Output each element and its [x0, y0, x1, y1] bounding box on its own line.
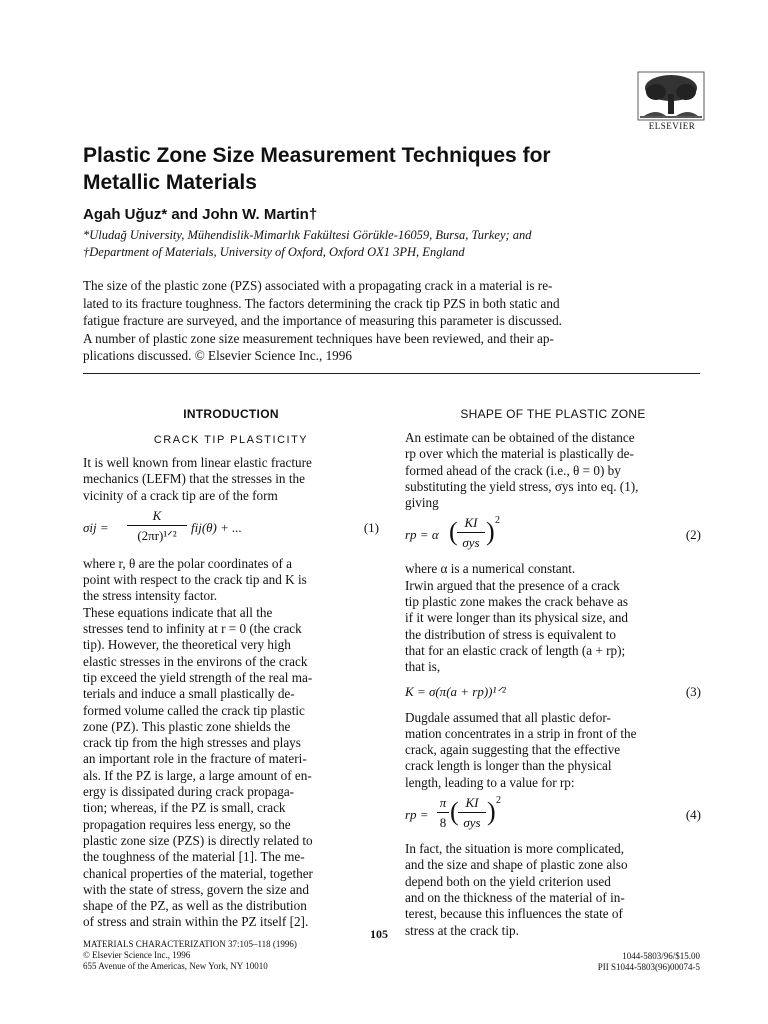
footer-line: MATERIALS CHARACTERIZATION 37:105–118 (1996)	[83, 939, 297, 949]
text-line: chanical properties of the material, together	[83, 865, 313, 881]
text-line: the distribution of stress is equivalent to	[405, 626, 616, 642]
text-line: als. If the PZ is large, a large amount of en-	[83, 767, 312, 783]
abstract	[83, 277, 699, 365]
text-line: tip). However, the theoretical very high	[83, 637, 291, 653]
eq2-number: (2)	[685, 527, 701, 543]
equation-3	[405, 680, 701, 704]
footer-line: 655 Avenue of the Americas, New York, NY 10010	[83, 961, 268, 971]
eq4-denominator: σys	[463, 815, 481, 831]
text-line: formed ahead of the crack (i.e., θ = 0) by	[405, 462, 621, 478]
shape-paragraph-2	[405, 561, 701, 675]
text-line: and the size and shape of plastic zone also	[405, 857, 628, 873]
text-line: formed volume called the crack tip plastic	[83, 702, 305, 718]
text-line: rp over which the material is plastically de-	[405, 446, 634, 462]
eq4-coef-denominator: 8	[439, 815, 447, 831]
eq4-right-paren: )	[487, 797, 496, 827]
text-line: with the state of stress, govern the size and	[83, 881, 309, 897]
abstract-line: A number of plastic zone size measurement techniques have been reviewed, and their ap-	[83, 330, 554, 346]
text-line: depend both on the yield criterion used	[405, 873, 611, 889]
eq2-numerator: KI	[464, 515, 478, 531]
text-line: the stress intensity factor.	[83, 588, 218, 604]
right-column	[405, 407, 701, 939]
affiliation-2: †Department of Materials, University of Oxford, Oxford OX1 3PH, England	[83, 245, 465, 259]
text-line: giving	[405, 495, 439, 511]
eq1-number: (1)	[363, 519, 379, 535]
elsevier-wordmark: ELSEVIER	[648, 121, 696, 131]
eq2-denominator: σys	[462, 535, 480, 551]
footer-journal-info	[83, 939, 297, 972]
text-line: if it were longer than its physical size, and	[405, 610, 629, 626]
eq4-left-paren: (	[450, 797, 459, 827]
eq4-number: (4)	[685, 807, 701, 823]
text-line: crack, again suggesting that the effective	[405, 742, 621, 758]
eq4-coef-numerator: π	[439, 795, 447, 811]
text-line: mation concentrates in a strip in front of the	[405, 725, 637, 741]
intro-paragraph-2	[83, 556, 379, 931]
text-line: crack tip from the high stresses and plays	[83, 735, 301, 751]
text-line: Dugdale assumed that all plastic defor-	[405, 709, 611, 725]
text-line: tip exceed the yield strength of the real ma-	[83, 669, 313, 685]
eq1-numerator: K	[152, 507, 162, 523]
title-line-1: Plastic Zone Size Measurement Techniques for	[83, 144, 551, 167]
eq2-right-paren: )	[486, 517, 495, 547]
text-line: vicinity of a crack tip are of the form	[83, 487, 278, 503]
text-line: where α is a numerical constant.	[405, 561, 576, 577]
shape-paragraph-3	[405, 710, 701, 791]
text-line: crack length is longer than the physical	[405, 758, 612, 774]
eq3-number: (3)	[685, 683, 701, 699]
authors: Agah Uğuz* and John W. Martin†	[83, 206, 318, 223]
text-line: mechanics (LEFM) that the stresses in the	[83, 471, 305, 487]
text-line: substituting the yield stress, σys into eq. (1),	[405, 478, 639, 494]
shape-paragraph-4	[405, 841, 701, 939]
text-line: terials and induce a small plastically de-	[83, 686, 295, 702]
page-number: 105	[370, 927, 388, 941]
section-divider	[83, 373, 700, 374]
text-line: elastic stresses in the environs of the crack	[83, 653, 308, 669]
elsevier-tree-icon	[636, 70, 706, 122]
text-line: that for an elastic crack of length (a + rp);	[405, 642, 626, 658]
footer-line: 1044-5803/96/$15.00	[622, 951, 700, 961]
abstract-line: plications discussed. © Elsevier Science Inc., 1996	[83, 348, 352, 363]
text-line: the toughness of the material [1]. The me-	[83, 849, 305, 865]
equation-4	[405, 795, 701, 835]
text-line: propagation requires less energy, so the	[83, 816, 291, 832]
text-line: tip plastic zone makes the crack behave as	[405, 594, 628, 610]
footer-identifiers	[560, 951, 700, 973]
subheading-crack-tip-plasticity: CRACK TIP PLASTICITY	[153, 434, 309, 446]
affiliation-1: *Uludağ University, Mühendislik-Mimarlık Fakültesi Görükle-16059, Bursa, Turkey; and	[83, 228, 532, 242]
eq1-fraction-bar	[127, 525, 187, 526]
text-line: length, leading to a value for rp:	[405, 774, 575, 790]
eq4-power: 2	[496, 795, 501, 807]
eq4-coef-bar	[437, 812, 449, 813]
text-line: terest, because this influences the state of	[405, 906, 623, 922]
text-line: ergy is dissipated during crack propaga-	[83, 784, 295, 800]
eq4-fraction-bar	[458, 812, 486, 813]
eq4-lhs: rp =	[405, 807, 429, 823]
eq2-fraction-bar	[457, 532, 485, 533]
eq1-rest: fij(θ) + ...	[191, 519, 242, 535]
text-line: zone (PZ). This plastic zone shields the	[83, 718, 291, 734]
footer-line: © Elsevier Science Inc., 1996	[83, 950, 191, 960]
eq1-lhs: σij =	[83, 519, 109, 535]
text-line: In fact, the situation is more complicated,	[405, 841, 624, 857]
eq2-left-paren: (	[449, 517, 458, 547]
text-line: plastic zone size (PZS) is directly related to	[83, 832, 313, 848]
eq2-lhs: rp = α	[405, 527, 439, 543]
text-line: tion; whereas, if the PZ is small, crack	[83, 800, 286, 816]
text-line: These equations indicate that all the	[83, 604, 273, 620]
text-line: stress at the crack tip.	[405, 922, 519, 938]
left-column	[83, 407, 379, 931]
eq3-text: K = σ(π(a + rp))¹ᐟ²	[405, 683, 506, 699]
text-line: shape of the PZ, as well as the distribution	[83, 898, 307, 914]
equation-2	[405, 515, 701, 555]
abstract-line: fatigue fracture are surveyed, and the importance of measuring this parameter is discussed.	[83, 313, 562, 328]
heading-shape-of-plastic-zone: SHAPE OF THE PLASTIC ZONE	[460, 407, 646, 421]
text-line: an important role in the fracture of materi-	[83, 751, 307, 767]
equation-1	[83, 508, 379, 548]
intro-paragraph-1	[83, 455, 379, 504]
text-line: that is,	[405, 659, 441, 675]
article-title	[83, 142, 703, 196]
text-line: An estimate can be obtained of the distance	[405, 430, 635, 445]
heading-introduction: INTRODUCTION	[183, 407, 279, 421]
shape-paragraph-1	[405, 430, 701, 511]
text-line: point with respect to the crack tip and K is	[83, 572, 307, 588]
text-line: Irwin argued that the presence of a crack	[405, 577, 620, 593]
eq1-denominator: (2πr)¹ᐟ²	[137, 527, 177, 543]
eq2-power: 2	[495, 515, 500, 527]
text-line: and on the thickness of the material of in-	[405, 889, 625, 905]
eq4-numerator: KI	[465, 795, 479, 811]
footer-line: PII S1044-5803(96)00074-5	[597, 962, 700, 972]
abstract-line: The size of the plastic zone (PZS) associated with a propagating crack in a material is re-	[83, 278, 553, 293]
title-line-2: Metallic Materials	[83, 171, 257, 194]
text-line: stresses tend to infinity at r = 0 (the crack	[83, 621, 302, 637]
abstract-line: lated to its fracture toughness. The factors determining the crack tip PZS in both static and	[83, 295, 560, 311]
text-line: It is well known from linear elastic fracture	[83, 455, 312, 470]
text-line: of stress and strain within the PZ itself [2].	[83, 914, 309, 930]
text-line: where r, θ are the polar coordinates of a	[83, 555, 292, 571]
